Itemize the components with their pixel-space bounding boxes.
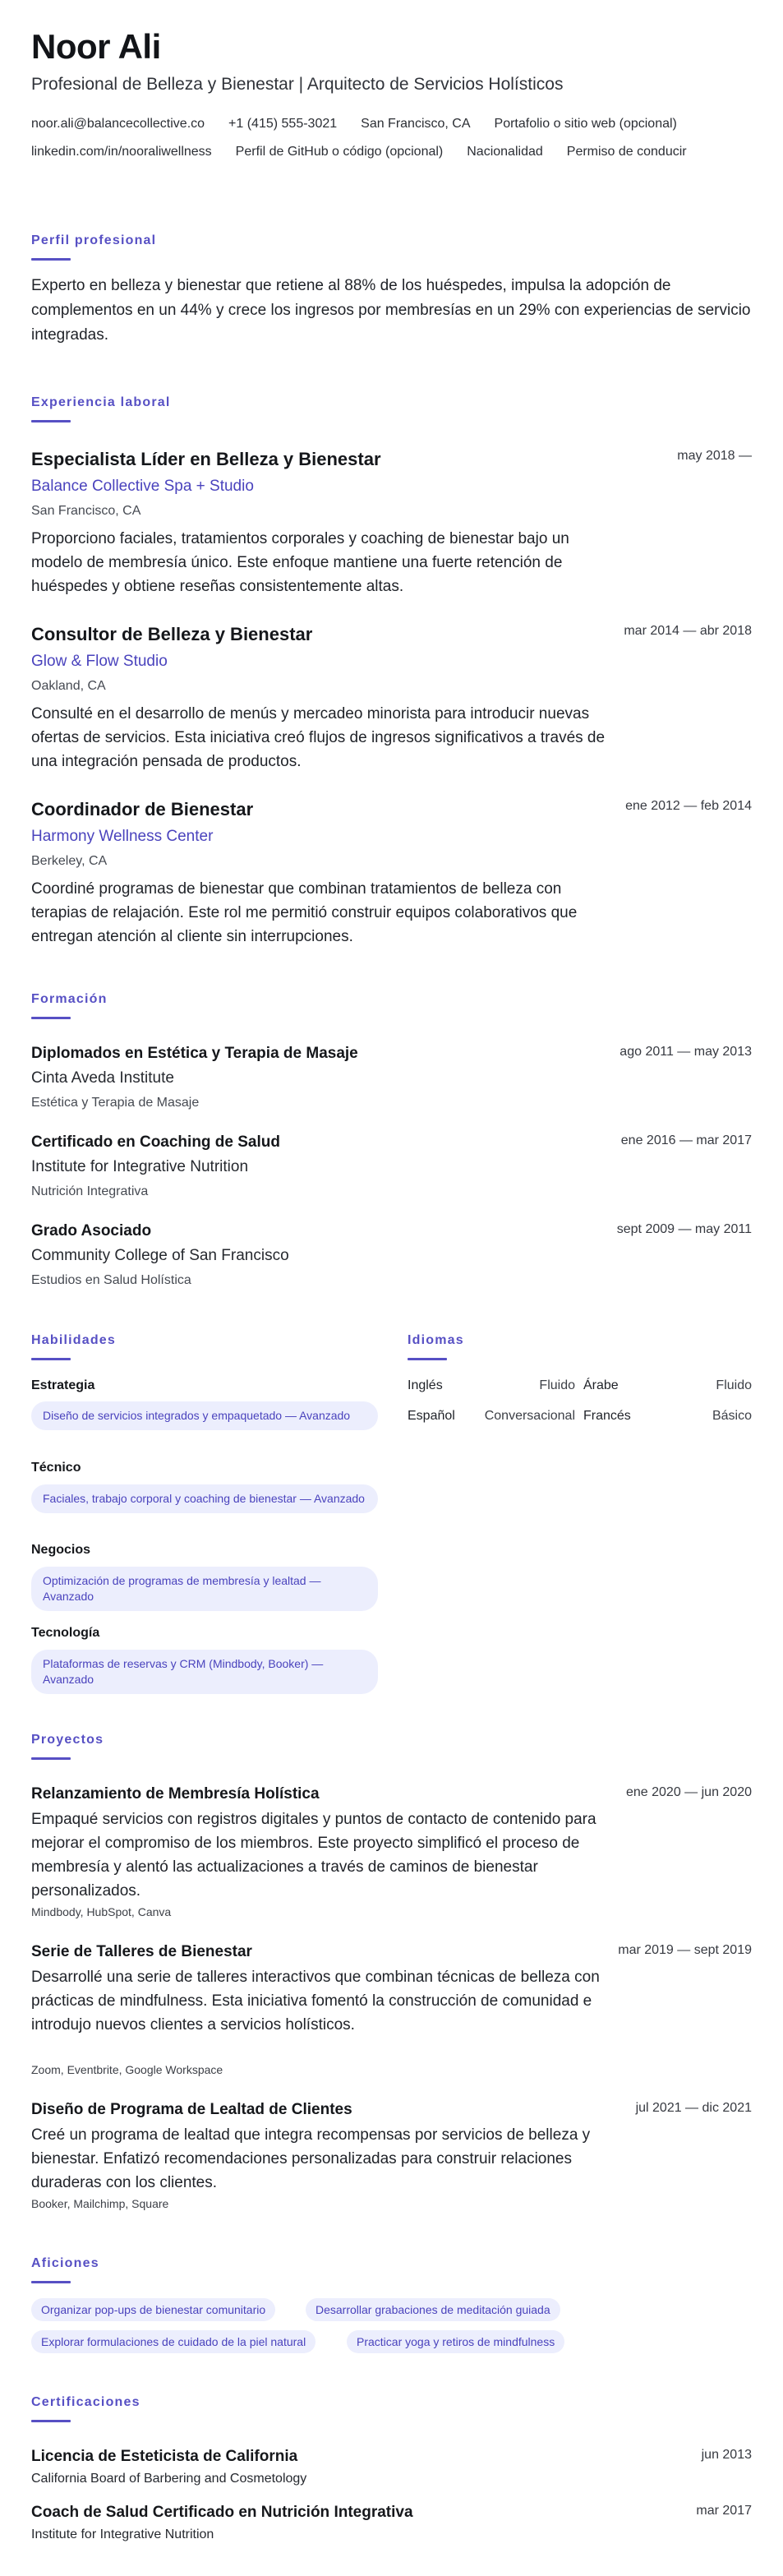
job-location: Oakland, CA [31,679,106,693]
project-tech: Mindbody, HubSpot, Canva [31,1905,172,1918]
project-title: Diseño de Programa de Lealtad de Clientes [31,2101,352,2118]
certification-issuer: Institute for Integrative Nutrition [31,2528,214,2541]
skill-pill: Plataformas de reservas y CRM (Mindbody, Booker) — Avanzado [31,1650,378,1694]
certification-name: Licencia de Esteticista de California [31,2448,298,2465]
contact-github[interactable]: Perfil de GitHub o código (opcional) [235,145,444,159]
job-location: San Francisco, CA [31,504,141,518]
job-dates: ene 2012 — feb 2014 [625,799,752,813]
contact-linkedin[interactable]: linkedin.com/in/nooraliwellness [31,145,212,159]
section-title-education: Formación [31,992,108,1006]
skill-pill: Diseño de servicios integrados y empaquetado — Avanzado [31,1401,378,1430]
language-level: Fluido [539,1378,575,1392]
section-title-skills: Habilidades [31,1333,117,1347]
job-dates: may 2018 — [677,449,752,463]
job-title: Consultor de Belleza y Bienestar [31,624,313,644]
skill-category: Tecnología [31,1626,100,1640]
section-title-certifications: Certificaciones [31,2395,140,2409]
language-level: Fluido [716,1378,752,1392]
project-title: Relanzamiento de Membresía Holística [31,1785,320,1803]
education-degree: Diplomados en Estética y Terapia de Masaje [31,1045,358,1062]
certification-date: jun 2013 [701,2448,752,2462]
project-dates: jul 2021 — dic 2021 [635,2101,752,2115]
skill-category: Estrategia [31,1378,95,1392]
education-dates: sept 2009 — may 2011 [616,1222,752,1236]
contact-portfolio[interactable]: Portafolio o sitio web (opcional) [494,117,677,131]
education-dates: ene 2016 — mar 2017 [620,1133,752,1147]
language-name: Español [408,1409,455,1423]
project-description: Empaqué servicios con registros digitales y puntos de contacto de contenido para mejorar el compromiso de los miembros. Este proyecto simplificó el proceso de membresía y alentó las actualizaciones a través de caminos de bienestar personalizados. [31,1811,596,1900]
candidate-name: Noor Ali [31,27,161,66]
certification-issuer: California Board of Barbering and Cosmetology [31,2472,307,2486]
section-title-projects: Proyectos [31,1733,104,1747]
project-tech: Zoom, Eventbrite, Google Workspace [31,2063,223,2076]
candidate-headline: Profesional de Belleza y Bienestar | Arquitecto de Servicios Holísticos [31,75,564,94]
education-degree: Grado Asociado [31,1222,152,1240]
company-name[interactable]: Balance Collective Spa + Studio [31,478,254,495]
project-dates: ene 2020 — jun 2020 [625,1785,752,1799]
project-dates: mar 2019 — sept 2019 [618,1943,752,1957]
contact-list [31,115,752,160]
section-title-profile: Perfil profesional [31,233,157,247]
skill-category: Negocios [31,1543,91,1557]
contact-location: San Francisco, CA [361,117,471,131]
education-dates: ago 2011 — may 2013 [619,1045,752,1059]
education-field: Nutrición Integrativa [31,1184,149,1198]
education-field: Estética y Terapia de Masaje [31,1096,200,1110]
contact-phone[interactable]: +1 (415) 555-3021 [228,117,338,131]
hobby-tag: Explorar formulaciones de cuidado de la piel natural [31,2330,316,2353]
project-title: Serie de Talleres de Bienestar [31,1943,252,1960]
hobby-tag: Desarrollar grabaciones de meditación guiada [306,2298,560,2321]
language-level: Básico [712,1409,752,1423]
project-description: Creé un programa de lealtad que integra recompensas por servicios de belleza y bienestar. Enfatizó recomendaciones personalizadas para construir relaciones duraderas con los clientes. [31,2126,591,2191]
skill-category: Técnico [31,1461,81,1475]
language-level: Conversacional [484,1409,575,1423]
skill-pill: Faciales, trabajo corporal y coaching de bienestar — Avanzado [31,1484,378,1513]
profile-summary: Experto en belleza y bienestar que retiene al 88% de los huéspedes, impulsa la adopción de complementos en un 44% y crece los ingresos por membresías en un 29% con experiencias de servicio integradas. [31,277,751,344]
language-name: Francés [583,1409,631,1423]
job-location: Berkeley, CA [31,854,108,868]
job-title: Especialista Líder en Belleza y Bienestar [31,449,381,469]
company-name[interactable]: Glow & Flow Studio [31,653,168,670]
project-description: Desarrollé una serie de talleres interactivos que combinan técnicas de belleza con prácticas de mindfulness. Esta iniciativa fomentó la construcción de comunidad e introdujo nuevos clientes a servicios holísticos. [31,1969,600,2034]
education-degree: Certificado en Coaching de Salud [31,1133,280,1151]
contact-nationality: Nacionalidad [467,145,543,159]
contact-driving-license: Permiso de conducir [566,145,687,159]
section-title-experience: Experiencia laboral [31,395,171,409]
section-title-hobbies: Aficiones [31,2256,99,2270]
contact-email[interactable]: noor.ali@balancecollective.co [31,117,205,131]
company-name[interactable]: Harmony Wellness Center [31,828,214,845]
job-description: Coordiné programas de bienestar que combinan tratamientos de belleza con terapias de relajación. Este rol me permitió construir equipos colaborativos que entregan atención al cliente sin interrupciones. [31,880,578,945]
hobby-tag: Practicar yoga y retiros de mindfulness [347,2330,564,2353]
language-name: Inglés [408,1378,443,1392]
education-institution: Community College of San Francisco [31,1247,289,1264]
section-title-languages: Idiomas [408,1333,464,1347]
job-dates: mar 2014 — abr 2018 [624,624,752,638]
education-field: Estudios en Salud Holística [31,1273,191,1287]
skill-pill: Optimización de programas de membresía y lealtad — Avanzado [31,1567,378,1611]
job-description: Consulté en el desarrollo de menús y mercadeo minorista para introducir nuevas ofertas de servicios. Esta iniciativa creó flujos de ingresos significativos a través de una integración pensada de productos. [31,705,606,770]
project-tech: Booker, Mailchimp, Square [31,2197,169,2210]
job-title: Coordinador de Bienestar [31,799,254,819]
hobby-tag: Organizar pop-ups de bienestar comunitario [31,2298,275,2321]
education-institution: Institute for Integrative Nutrition [31,1158,249,1175]
education-institution: Cinta Aveda Institute [31,1069,174,1087]
certification-name: Coach de Salud Certificado en Nutrición Integrativa [31,2504,413,2521]
language-name: Árabe [583,1378,619,1392]
certification-date: mar 2017 [696,2504,752,2518]
job-description: Proporciono faciales, tratamientos corporales y coaching de bienestar bajo un modelo de membresía único. Este enfoque mantiene una fuerte retención de huéspedes y obtiene reseñas consistentemente altas. [31,530,569,595]
